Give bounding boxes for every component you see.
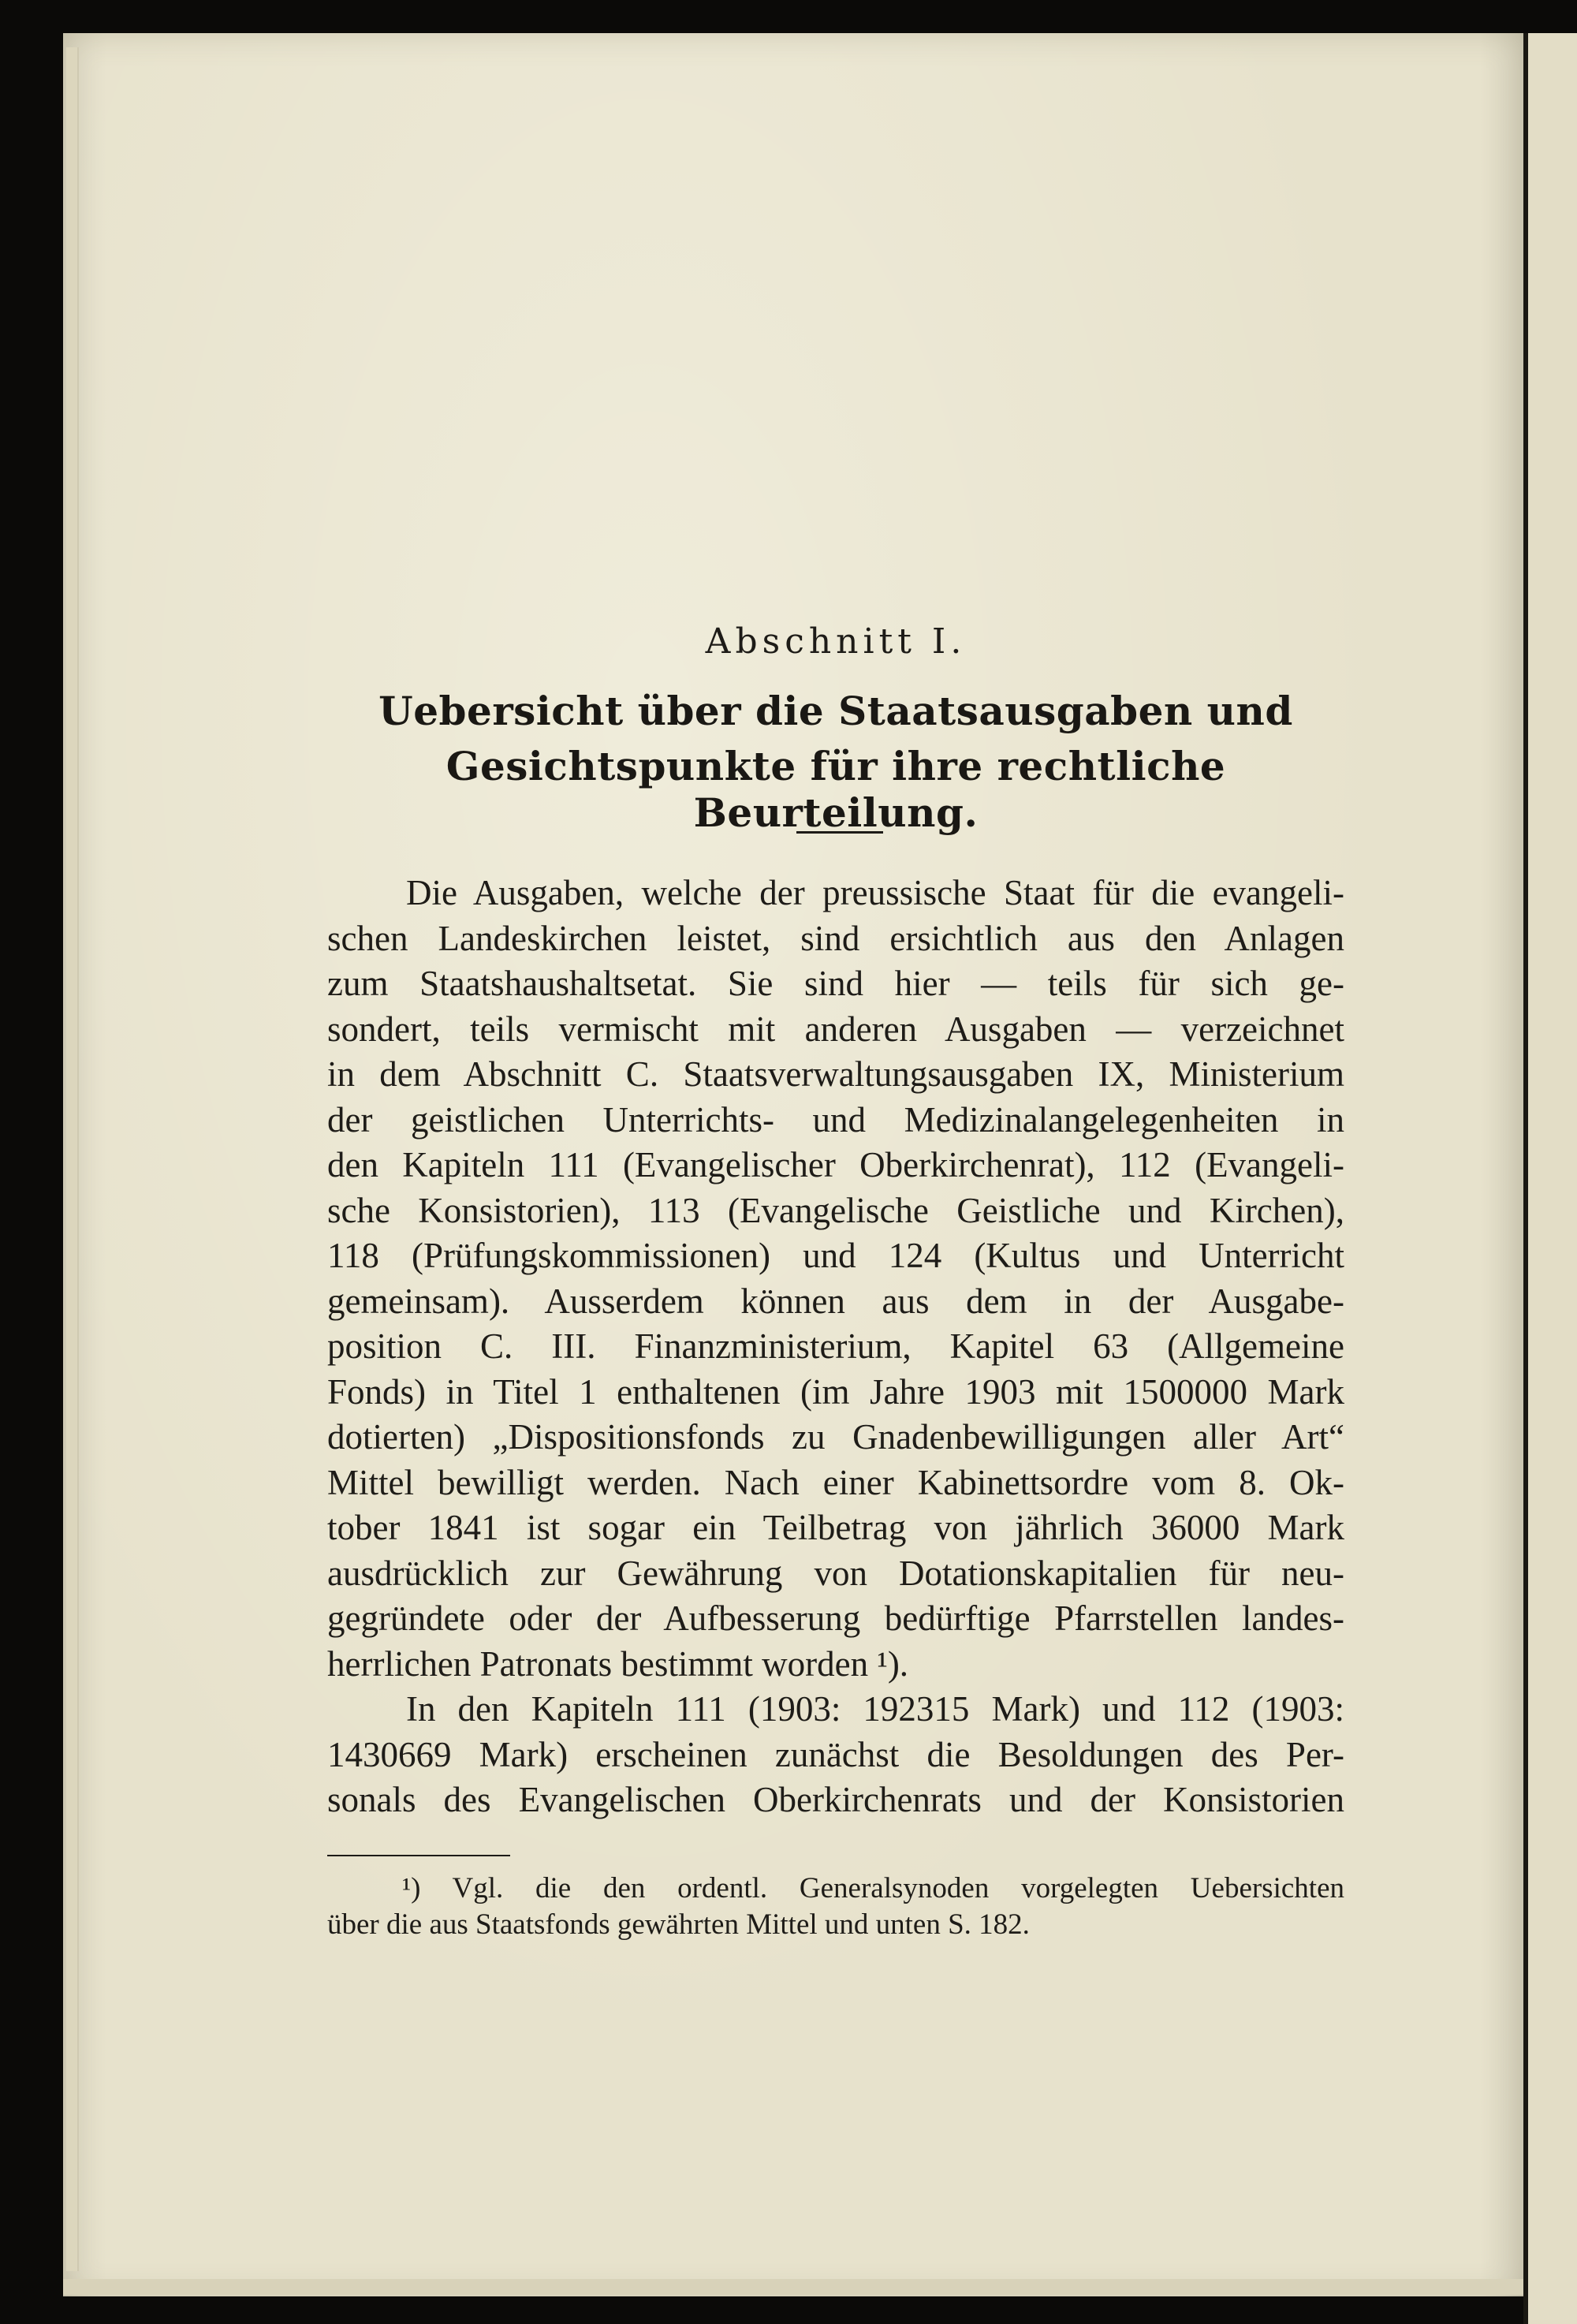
title-divider — [796, 831, 883, 834]
body-line: sche Konsistorien), 113 (Evangelische Geistliche und Kirchen), — [327, 1191, 1344, 1230]
next-page-edge — [1523, 33, 1577, 2324]
body-line: ausdrücklich zur Gewährung von Dotationskapitalien für neu- — [327, 1554, 1344, 1593]
footnote-divider — [327, 1855, 510, 1856]
body-line: der geistlichen Unterrichts- und Medizinalangelegenheiten in — [327, 1100, 1344, 1140]
body-line: zum Staatshaushaltsetat. Sie sind hier — teils für sich ge- — [327, 964, 1344, 1003]
section-label: Abschnitt I. — [705, 621, 967, 662]
body-line: dotierten) „Dispositionsfonds zu Gnadenbewilligungen aller Art“ — [327, 1417, 1344, 1457]
page-bottom-edge — [63, 2279, 1523, 2295]
body-line: in dem Abschnitt C. Staatsverwaltungsausgaben IX, Ministerium — [327, 1054, 1344, 1094]
body-line: gemeinsam). Ausserdem können aus dem in der Ausgabe- — [327, 1281, 1344, 1321]
body-line: gegründete oder der Aufbesserung bedürftige Pfarrstellen landes- — [327, 1598, 1344, 1638]
body-line: Die Ausgaben, welche der preussische Staat für die evangeli- — [406, 873, 1344, 912]
page-gutter-edge — [66, 47, 79, 2271]
body-line: Fonds) in Titel 1 enthaltenen (im Jahre 1903 mit 1500000 Mark — [327, 1372, 1344, 1412]
body-line: schen Landeskirchen leistet, sind ersichtlich aus den Anlagen — [327, 919, 1344, 958]
body-line: Mittel bewilligt werden. Nach einer Kabinettsordre vom 8. Ok- — [327, 1463, 1344, 1502]
body-line: sondert, teils vermischt mit anderen Ausgaben — verzeichnet — [327, 1009, 1344, 1049]
body-line: 118 (Prüfungskommissionen) und 124 (Kultus und Unterricht — [327, 1236, 1344, 1275]
body-line: tober 1841 ist sogar ein Teilbetrag von jährlich 36000 Mark — [327, 1508, 1344, 1547]
body-line: In den Kapiteln 111 (1903: 192315 Mark) und 112 (1903: — [406, 1689, 1344, 1729]
footnote-line: über die aus Staatsfonds gewährten Mittel und unten S. 182. — [327, 1908, 1030, 1941]
body-line: herrlichen Patronats bestimmt worden ¹). — [327, 1644, 909, 1684]
body-line: position C. III. Finanzministerium, Kapitel 63 (Allgemeine — [327, 1326, 1344, 1366]
body-line: 1430669 Mark) erscheinen zunächst die Besoldungen des Per- — [327, 1735, 1344, 1774]
body-line: den Kapiteln 111 (Evangelischer Oberkirchenrat), 112 (Evangeli- — [327, 1145, 1344, 1184]
body-line: sonals des Evangelischen Oberkirchenrats und der Konsistorien — [327, 1780, 1344, 1819]
chapter-title-line-1: Uebersicht über die Staatsausgaben und — [378, 688, 1293, 734]
footnote-line: ¹) Vgl. die den ordentl. Generalsynoden vorgelegten Uebersichten — [402, 1872, 1344, 1904]
chapter-title-line-2: Gesichtspunkte für ihre rechtliche Beurteilung. — [446, 743, 1226, 836]
